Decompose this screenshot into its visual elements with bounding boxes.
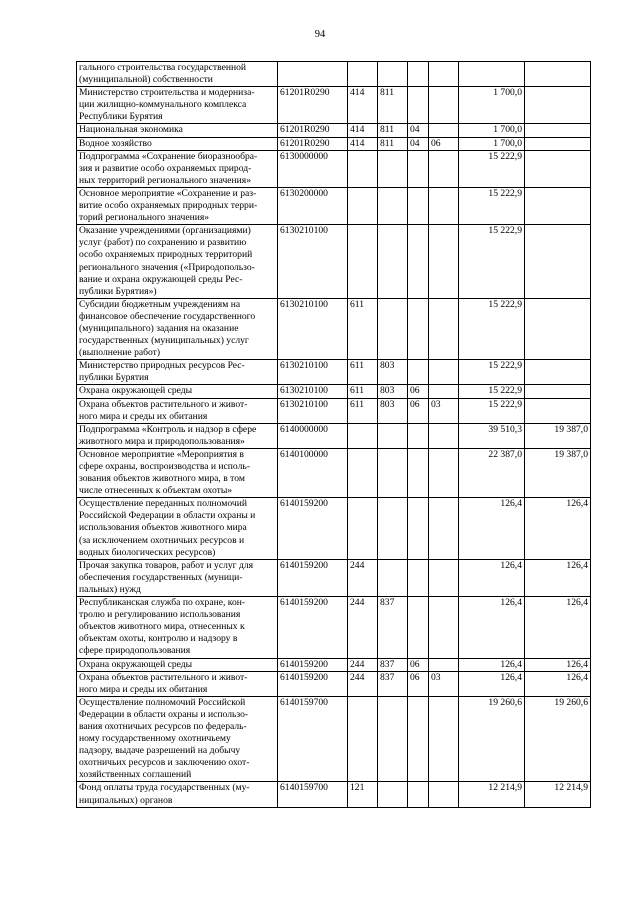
amount-cell: 1 700,0 (459, 87, 525, 124)
amount-cell: 22 387,0 (459, 448, 525, 497)
row-name-cell: Прочая закупка товаров, работ и услуг для обеспечения государственных (муници- пальных) нужд (77, 559, 278, 596)
subsection-cell (429, 696, 459, 782)
section-cell: 06 (408, 658, 429, 671)
table-row (77, 559, 591, 596)
amount-cell: 12 214,9 (459, 782, 525, 807)
ministry-code-cell: 811 (378, 87, 408, 124)
row-name-cell: Водное хозяйство (77, 137, 278, 150)
target-code-cell: 61201R0290 (278, 124, 348, 137)
row-name-cell: Субсидии бюджетным учреждениям на финансовое обеспечение государственного (муниципального) задания на оказание государственных (муниципальных) услуг (выполнение работ) (77, 298, 278, 359)
table-row (77, 62, 591, 87)
section-cell (408, 597, 429, 658)
ministry-code-cell (378, 423, 408, 448)
amount-cell: 15 222,9 (459, 187, 525, 224)
ministry-code-cell (378, 187, 408, 224)
ministry-code-cell (378, 559, 408, 596)
section-cell: 04 (408, 137, 429, 150)
table-row (77, 498, 591, 559)
table-row (77, 87, 591, 124)
target-code-cell: 6140159200 (278, 597, 348, 658)
subsection-cell (429, 187, 459, 224)
federal-amount-cell (525, 298, 591, 359)
row-name-cell: Осуществление полномочий Российской Федерации в области охраны и использо- вания охотничьих ресурсов по федераль- ному государственному охотничьему падзору, выдаче разрешений на добычу охотничьих ресурсов и заключению охот- хозяйственных соглашений (77, 696, 278, 782)
expense-type-cell (348, 423, 378, 448)
federal-amount-cell: 12 214,9 (525, 782, 591, 807)
expense-type-cell: 244 (348, 658, 378, 671)
table-row (77, 782, 591, 807)
subsection-cell: 03 (429, 398, 459, 423)
subsection-cell (429, 423, 459, 448)
federal-amount-cell (525, 87, 591, 124)
federal-amount-cell: 126,4 (525, 671, 591, 696)
federal-amount-cell (525, 150, 591, 187)
expense-type-cell: 611 (348, 398, 378, 423)
federal-amount-cell: 126,4 (525, 658, 591, 671)
section-cell (408, 423, 429, 448)
table-row (77, 448, 591, 497)
ministry-code-cell (378, 62, 408, 87)
amount-cell: 15 222,9 (459, 225, 525, 299)
target-code-cell: 6140159700 (278, 696, 348, 782)
ministry-code-cell: 811 (378, 124, 408, 137)
federal-amount-cell (525, 225, 591, 299)
federal-amount-cell (525, 385, 591, 398)
table-row (77, 187, 591, 224)
subsection-cell (429, 385, 459, 398)
expense-type-cell (348, 187, 378, 224)
subsection-cell (429, 87, 459, 124)
ministry-code-cell (378, 298, 408, 359)
section-cell (408, 782, 429, 807)
subsection-cell (429, 448, 459, 497)
section-cell (408, 150, 429, 187)
section-cell: 04 (408, 124, 429, 137)
federal-amount-cell (525, 124, 591, 137)
target-code-cell: 6140159200 (278, 658, 348, 671)
row-name-cell: Охрана объектов растительного и живот- ного мира и среды их обитания (77, 671, 278, 696)
federal-amount-cell: 19 387,0 (525, 448, 591, 497)
table-row (77, 398, 591, 423)
expense-type-cell: 244 (348, 597, 378, 658)
section-cell (408, 360, 429, 385)
ministry-code-cell: 837 (378, 671, 408, 696)
row-name-cell: Республиканская служба по охране, кон- тролю и регулированию использования объектов животного мира, отнесенных к объектам охоты, контролю и надзору в сфере природопользования (77, 597, 278, 658)
row-name-cell: Министерство природных ресурсов Рес- публики Бурятия (77, 360, 278, 385)
row-name-cell: Подпрограмма «Контроль и надзор в сфере животного мира и природопользования» (77, 423, 278, 448)
expense-type-cell: 611 (348, 360, 378, 385)
target-code-cell: 6140159700 (278, 782, 348, 807)
section-cell (408, 87, 429, 124)
federal-amount-cell: 19 260,6 (525, 696, 591, 782)
target-code-cell: 6130210100 (278, 225, 348, 299)
target-code-cell: 6130210100 (278, 398, 348, 423)
target-code-cell (278, 62, 348, 87)
table-row (77, 298, 591, 359)
target-code-cell: 6140159200 (278, 671, 348, 696)
subsection-cell (429, 62, 459, 87)
row-name-cell: Национальная экономика (77, 124, 278, 137)
ministry-code-cell (378, 782, 408, 807)
row-name-cell: гального строительства государственной (муниципальной) собственности (77, 62, 278, 87)
target-code-cell: 6130000000 (278, 150, 348, 187)
expense-type-cell (348, 150, 378, 187)
target-code-cell: 6140159200 (278, 498, 348, 559)
row-name-cell: Осуществление переданных полномочий Российской Федерации в области охраны и использования объектов животного мира (за исключением охотничьих ресурсов и водных биологических ресурсов) (77, 498, 278, 559)
subsection-cell (429, 597, 459, 658)
ministry-code-cell: 837 (378, 597, 408, 658)
section-cell (408, 448, 429, 497)
target-code-cell: 6130210100 (278, 385, 348, 398)
section-cell: 06 (408, 385, 429, 398)
expense-type-cell (348, 498, 378, 559)
table-row (77, 597, 591, 658)
target-code-cell: 6130210100 (278, 298, 348, 359)
table-row (77, 225, 591, 299)
amount-cell: 15 222,9 (459, 398, 525, 423)
amount-cell: 15 222,9 (459, 360, 525, 385)
federal-amount-cell (525, 62, 591, 87)
row-name-cell: Фонд оплаты труда государственных (му- ниципальных) органов (77, 782, 278, 807)
target-code-cell: 6140100000 (278, 448, 348, 497)
target-code-cell: 61201R0290 (278, 87, 348, 124)
expense-type-cell (348, 448, 378, 497)
federal-amount-cell (525, 360, 591, 385)
amount-cell: 1 700,0 (459, 124, 525, 137)
page-number: 94 (314, 29, 326, 40)
subsection-cell (429, 124, 459, 137)
table-row (77, 658, 591, 671)
row-name-cell: Оказание учреждениями (организациями) услуг (работ) по сохранению и развитию особо охраняемых природных территорий регионального значения («Природопользо- вание и охрана окружающей среды Рес- публики Бурятия») (77, 225, 278, 299)
subsection-cell: 06 (429, 137, 459, 150)
row-name-cell: Подпрограмма «Сохранение биоразнообра- зия и развитие особо охраняемых природ- ных территорий регионального значения» (77, 150, 278, 187)
section-cell (408, 498, 429, 559)
amount-cell: 126,4 (459, 559, 525, 596)
subsection-cell (429, 559, 459, 596)
federal-amount-cell: 126,4 (525, 498, 591, 559)
target-code-cell: 6130200000 (278, 187, 348, 224)
section-cell (408, 187, 429, 224)
budget-table (76, 61, 591, 808)
subsection-cell (429, 225, 459, 299)
amount-cell: 19 260,6 (459, 696, 525, 782)
subsection-cell (429, 658, 459, 671)
expense-type-cell: 611 (348, 298, 378, 359)
federal-amount-cell (525, 137, 591, 150)
row-name-cell: Охрана окружающей среды (77, 658, 278, 671)
subsection-cell (429, 298, 459, 359)
amount-cell: 126,4 (459, 658, 525, 671)
expense-type-cell: 121 (348, 782, 378, 807)
section-cell: 06 (408, 398, 429, 423)
row-name-cell: Основное мероприятие «Мероприятия в сфере охраны, воспроизводства и исполь- зования объектов животного мира, в том числе отнесенных к объектам охоты» (77, 448, 278, 497)
amount-cell: 15 222,9 (459, 298, 525, 359)
section-cell (408, 298, 429, 359)
table-row (77, 137, 591, 150)
ministry-code-cell: 803 (378, 360, 408, 385)
ministry-code-cell (378, 498, 408, 559)
ministry-code-cell (378, 696, 408, 782)
table-row (77, 385, 591, 398)
section-cell (408, 559, 429, 596)
section-cell (408, 696, 429, 782)
section-cell: 06 (408, 671, 429, 696)
amount-cell: 15 222,9 (459, 385, 525, 398)
target-code-cell: 61201R0290 (278, 137, 348, 150)
expense-type-cell: 244 (348, 559, 378, 596)
amount-cell: 15 222,9 (459, 150, 525, 187)
ministry-code-cell (378, 150, 408, 187)
table-body (77, 62, 591, 808)
row-name-cell: Министерство строительства и модерниза- ции жилищно-коммунального комплекса Республики Бурятия (77, 87, 278, 124)
expense-type-cell (348, 225, 378, 299)
subsection-cell (429, 498, 459, 559)
amount-cell: 126,4 (459, 498, 525, 559)
target-code-cell: 6140000000 (278, 423, 348, 448)
table-row (77, 696, 591, 782)
ministry-code-cell (378, 448, 408, 497)
row-name-cell: Охрана объектов растительного и живот- ного мира и среды их обитания (77, 398, 278, 423)
federal-amount-cell (525, 398, 591, 423)
expense-type-cell: 414 (348, 137, 378, 150)
ministry-code-cell: 837 (378, 658, 408, 671)
ministry-code-cell: 811 (378, 137, 408, 150)
federal-amount-cell (525, 187, 591, 224)
amount-cell (459, 62, 525, 87)
table-row (77, 150, 591, 187)
subsection-cell (429, 150, 459, 187)
federal-amount-cell: 126,4 (525, 597, 591, 658)
table-row (77, 423, 591, 448)
amount-cell: 126,4 (459, 597, 525, 658)
target-code-cell: 6130210100 (278, 360, 348, 385)
expense-type-cell: 244 (348, 671, 378, 696)
table-row (77, 124, 591, 137)
expense-type-cell (348, 62, 378, 87)
table-row (77, 360, 591, 385)
section-cell (408, 225, 429, 299)
row-name-cell: Охрана окружающей среды (77, 385, 278, 398)
expense-type-cell: 414 (348, 87, 378, 124)
expense-type-cell (348, 696, 378, 782)
federal-amount-cell: 126,4 (525, 559, 591, 596)
amount-cell: 126,4 (459, 671, 525, 696)
section-cell (408, 62, 429, 87)
ministry-code-cell: 803 (378, 385, 408, 398)
amount-cell: 39 510,3 (459, 423, 525, 448)
subsection-cell (429, 782, 459, 807)
federal-amount-cell: 19 387,0 (525, 423, 591, 448)
ministry-code-cell: 803 (378, 398, 408, 423)
amount-cell: 1 700,0 (459, 137, 525, 150)
expense-type-cell: 611 (348, 385, 378, 398)
row-name-cell: Основное мероприятие «Сохранение и раз- витие особо охраняемых природных терри- торий регионального значения» (77, 187, 278, 224)
target-code-cell: 6140159200 (278, 559, 348, 596)
expense-type-cell: 414 (348, 124, 378, 137)
table-row (77, 671, 591, 696)
subsection-cell (429, 360, 459, 385)
subsection-cell: 03 (429, 671, 459, 696)
ministry-code-cell (378, 225, 408, 299)
